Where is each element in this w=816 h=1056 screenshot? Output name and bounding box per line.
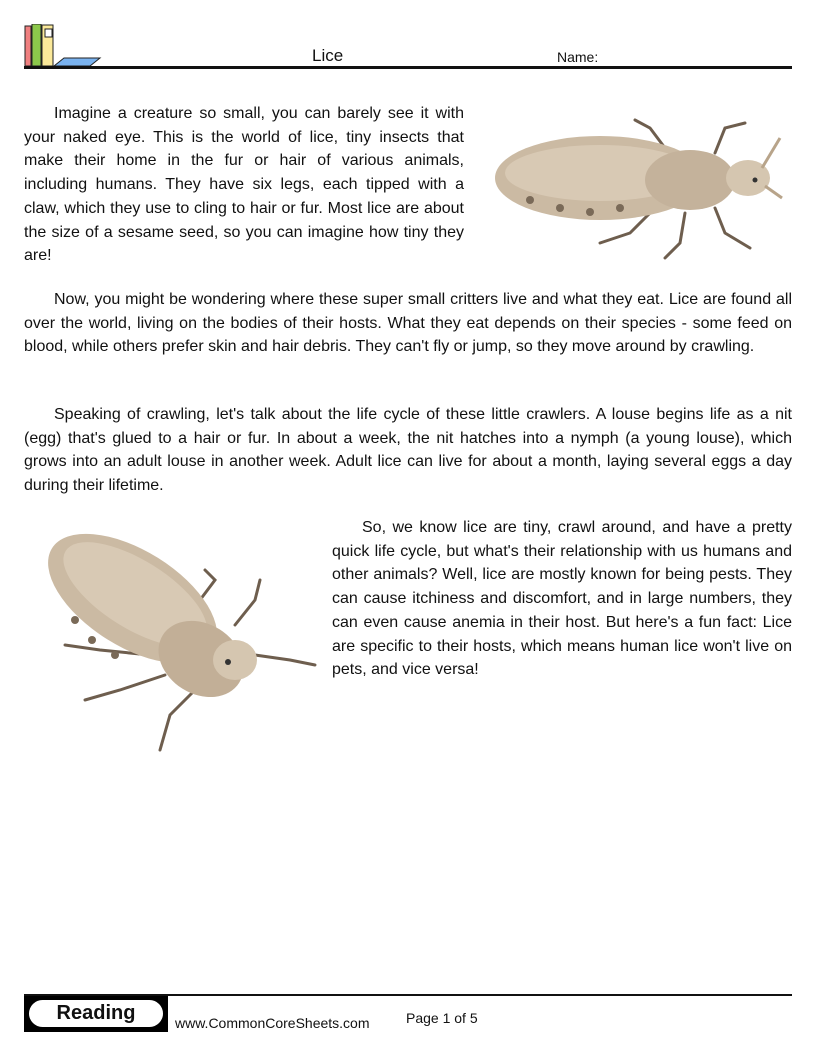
paragraph-2-text: Now, you might be wondering where these super small critters live and what they eat. Lice are found all over the world, living on the bodies of their hosts. What they eat depends on their species - some feed on blood, while others prefer skin and hair debris. They can't fly or jump, so they move around by crawling. xyxy=(24,291,792,356)
paragraph-1-text: Imagine a creature so small, you can barely see it with your naked eye. This is the world of lice, tiny insects that make their home in the fur or hair of various animals, including humans. They have six legs, each tipped with a claw, which they use to cling to hair or fur. Most lice are about the size of a sesame seed, so you can imagine how tiny they are! xyxy=(24,105,464,265)
paragraph-4-text: So, we know lice are tiny, crawl around, and have a pretty quick life cycle, but what's their relationship with us humans and other animals? Well, lice are mostly known for being pests. They can cause itchiness and discomfort, and in large numbers, they can even cause anemia in their host. But here's a fun fact: Lice are specific to their hosts, which means human lice won't live on pets, and vice versa! xyxy=(332,519,792,679)
books-icon xyxy=(24,24,102,68)
worksheet-header xyxy=(24,22,792,70)
name-field-label: Name: xyxy=(557,49,599,65)
subject-label: Reading xyxy=(29,1000,163,1027)
paragraph-3-text: Speaking of crawling, let's talk about the life cycle of these little crawlers. A louse begins life as a nit (egg) that's glued to a hair or fur. In about a week, the nit hatches into a nymph (a young louse), which grows into an adult louse in another week. Adult lice can live for about a month, laying several eggs a day during their lifetime. xyxy=(24,406,792,495)
header-divider xyxy=(24,66,792,69)
paragraph-2 xyxy=(24,288,792,359)
louse-photo-top xyxy=(490,108,790,268)
page-title: Lice xyxy=(312,46,344,65)
paragraph-3 xyxy=(24,403,792,498)
subject-badge xyxy=(24,996,168,1032)
site-url: www.CommonCoreSheets.com xyxy=(175,1015,370,1031)
louse-photo-bottom xyxy=(30,525,325,755)
worksheet-footer xyxy=(24,994,792,1034)
paragraph-1 xyxy=(24,102,464,268)
paragraph-4 xyxy=(332,516,792,682)
page-number: Page 1 of 5 xyxy=(406,1010,478,1026)
